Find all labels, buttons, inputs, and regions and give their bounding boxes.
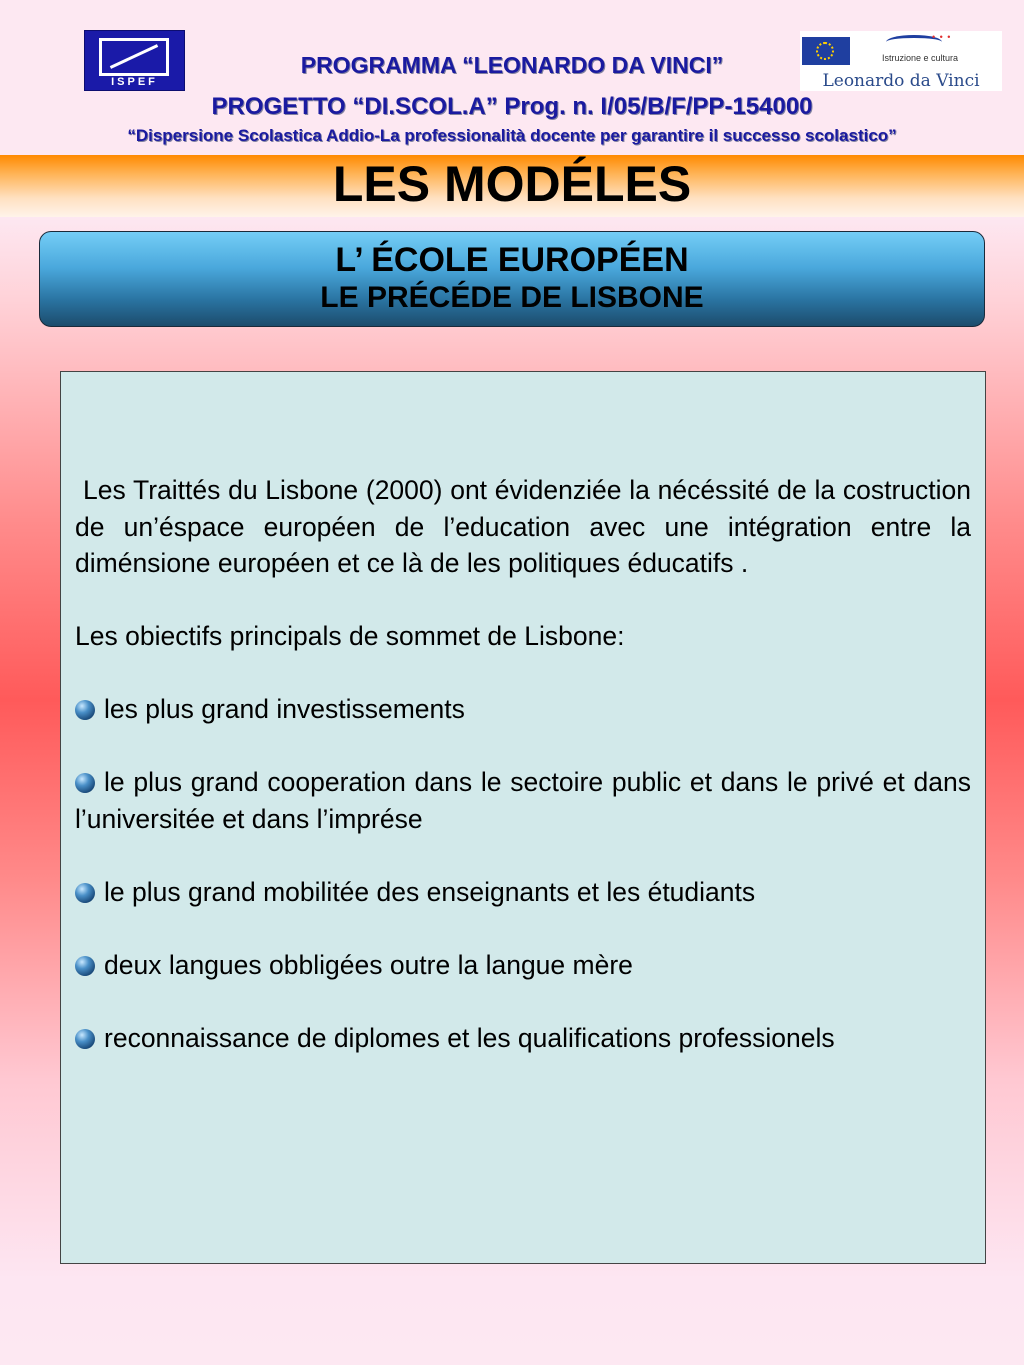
list-item-text: le plus grand cooperation dans le sectoire public et dans le privé et dans l’universitée et dans l’imprése (75, 767, 971, 834)
list-item-text: les plus grand investissements (104, 694, 465, 724)
list-item (75, 1020, 971, 1057)
list-item-text: le plus grand mobilitée des enseignants et les étudiants (104, 876, 756, 907)
leonardo-da-vinci-logo (800, 31, 1002, 91)
program-title: PROGRAMMA “LEONARDO DA VINCI” (300, 52, 724, 78)
project-title: PROGETTO “DI.SCOL.A” Prog. n. I/05/B/F/PP-154000 (211, 93, 813, 120)
content-text (75, 472, 971, 1093)
logo-tagline: Istruzione e cultura (882, 53, 959, 63)
intro-paragraph: Les Traittés du Lisbone (2000) ont évidenziée la nécéssité de la costruction de un’éspace européen de l’education avec une intégration entre la diménsione européen et ce là de les politiques éducatifs . (75, 475, 971, 578)
bullet-icon (75, 773, 95, 793)
section-header-box (39, 231, 985, 327)
bullet-icon (75, 1029, 95, 1049)
bullet-icon (75, 956, 95, 976)
list-item-text: reconnaissance de diplomes et les qualifications professionels (104, 1022, 835, 1053)
list-item (75, 691, 971, 728)
project-subtitle: “Dispersione Scolastica Addio-La professionalità docente per garantire il successo scolastico” (127, 126, 897, 145)
content-box (60, 371, 986, 1264)
objectives-heading: Les obiectifs principals de sommet de Lisbone: (75, 621, 625, 651)
colored-dots-icon: • • • (932, 32, 952, 42)
slide-header (0, 0, 1024, 155)
bullet-icon (75, 700, 95, 720)
logo-brand-text: Leonardo da Vinci (822, 71, 980, 91)
list-item (75, 874, 971, 911)
bullet-icon (75, 883, 95, 903)
list-item (75, 764, 971, 837)
ispef-logo-text: ISPEF (111, 76, 158, 88)
page-title: LES MODÉLES (332, 156, 692, 212)
section-subtitle: LE PRÉCÉDE DE LISBONE (320, 281, 704, 314)
section-title: L’ ÉCOLE EUROPÉEN (335, 241, 689, 279)
list-item (75, 947, 971, 984)
list-item-text: deux langues obbligées outre la langue mère (104, 949, 633, 980)
eu-flag-icon (802, 37, 850, 65)
